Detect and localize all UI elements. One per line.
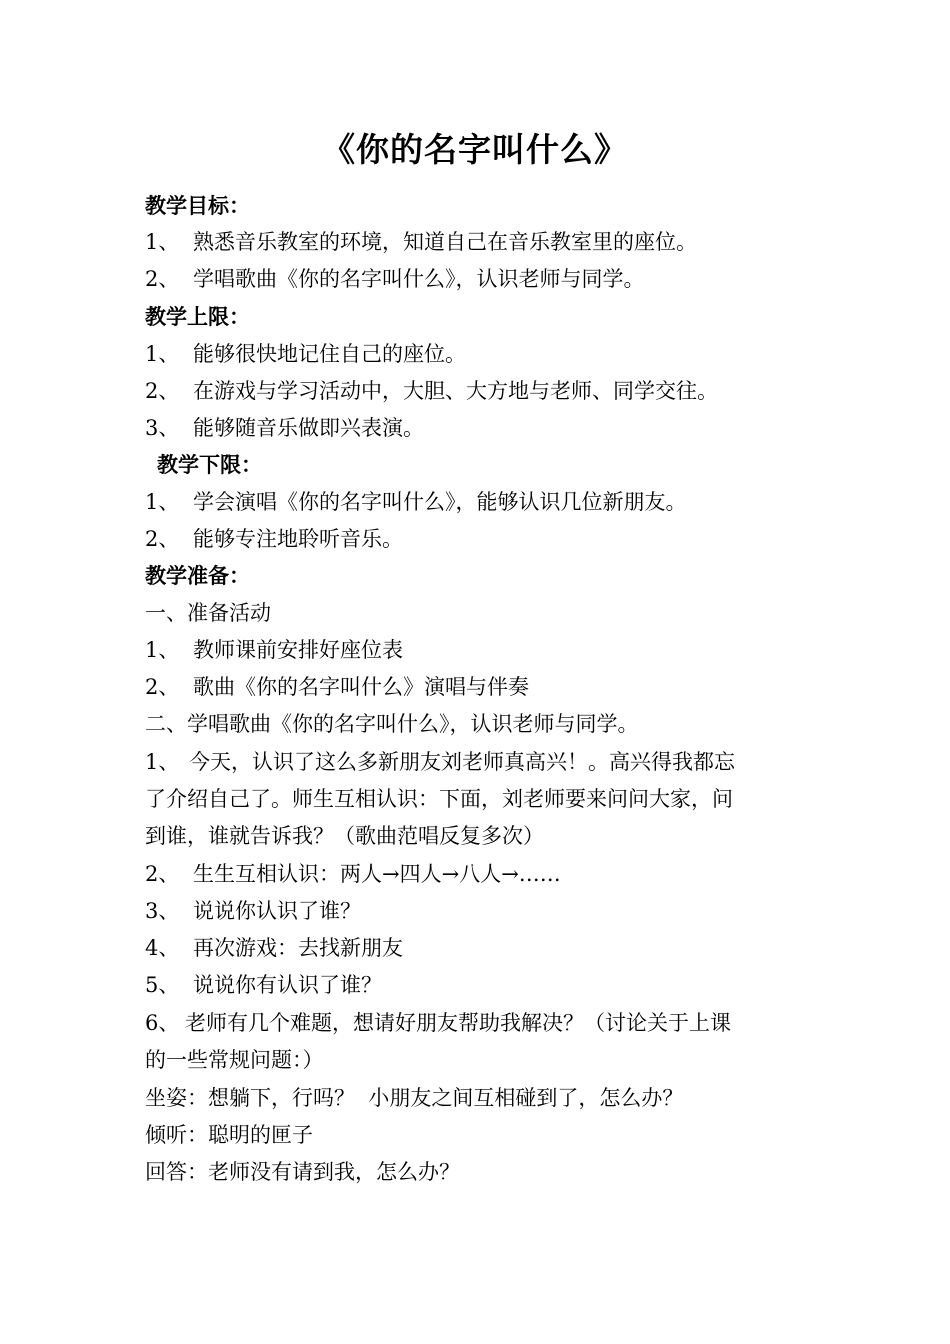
item-number: 1、 [145,342,180,366]
qa-line: 坐姿：想躺下，行吗？ 小朋友之间互相碰到了，怎么办？ [145,1086,684,1110]
activity-heading: 二、学唱歌曲《你的名字叫什么》，认识老师与同学。 [145,712,639,736]
item-number: 2、 [145,527,180,551]
list-item [145,632,815,668]
section-heading-lower: 教学下限： [157,453,262,477]
item-number: 2、 [145,675,180,699]
list-item [145,410,815,446]
item-number: 3、 [145,416,180,440]
item-number: 4、 [145,936,180,960]
item-text: 歌曲《你的名字叫什么》演唱与伴奏 [193,675,529,699]
item-number: 3、 [145,899,180,923]
list-item [145,930,815,966]
list-item [145,893,815,929]
list-item [145,967,815,1003]
list-item [145,484,815,520]
item-number: 1、 [145,230,180,254]
section-heading-goals: 教学目标： [145,194,250,218]
list-item [145,669,815,705]
list-item [145,373,815,409]
step-6-line-1 [145,1005,815,1041]
activity-heading: 一、准备活动 [145,601,271,625]
item-text: 学会演唱《你的名字叫什么》，能够认识几位新朋友。 [193,490,687,514]
item-text: 教师课前安排好座位表 [193,638,403,662]
list-item [145,856,815,892]
item-text: 生生互相认识：两人→四人→八人→…… [193,862,561,886]
item-number: 2、 [145,862,180,886]
item-text: 熟悉音乐教室的环境，知道自己在音乐教室里的座位。 [193,230,697,254]
qa-line: 倾听：聪明的匣子 [145,1123,313,1147]
item-text: 能够很快地记住自己的座位。 [193,342,466,366]
item-number: 2、 [145,379,180,403]
item-text: 说说你认识了谁？ [193,899,361,923]
section-heading-upper: 教学上限： [145,305,250,329]
step-1-line-2: 了介绍自己了。师生互相认识：下面，刘老师要来问问大家，问 [145,787,733,811]
item-text: 老师有几个难题，想请好朋友帮助我解决？（讨论关于上课 [185,1011,731,1035]
list-item [145,336,815,372]
item-number: 1、 [145,638,180,662]
list-item [145,224,815,260]
item-text: 在游戏与学习活动中，大胆、大方地与老师、同学交往。 [193,379,718,403]
item-text: 今天，认识了这么多新朋友刘老师真高兴！。高兴得我都忘 [189,750,735,774]
document-title: 《你的名字叫什么》 [322,130,628,169]
list-item [145,261,815,297]
item-number: 1、 [145,750,180,774]
item-text: 学唱歌曲《你的名字叫什么》，认识老师与同学。 [193,267,645,291]
item-text: 能够随音乐做即兴表演。 [193,416,424,440]
item-text: 再次游戏：去找新朋友 [193,936,403,960]
section-heading-prep: 教学准备： [145,564,250,588]
list-item [145,521,815,557]
step-6-line-2: 的一些常规问题：） [145,1048,324,1072]
item-number: 5、 [145,973,180,997]
item-number: 1、 [145,490,180,514]
item-number: 2、 [145,267,180,291]
item-number: 6、 [145,1011,180,1035]
item-text: 能够专注地聆听音乐。 [193,527,403,551]
item-text: 说说你有认识了谁？ [193,973,382,997]
step-1-line-3: 到谁，谁就告诉我？（歌曲范唱反复多次） [145,824,544,848]
step-1-line-1 [145,744,815,780]
qa-line: 回答：老师没有请到我，怎么办？ [145,1160,460,1184]
